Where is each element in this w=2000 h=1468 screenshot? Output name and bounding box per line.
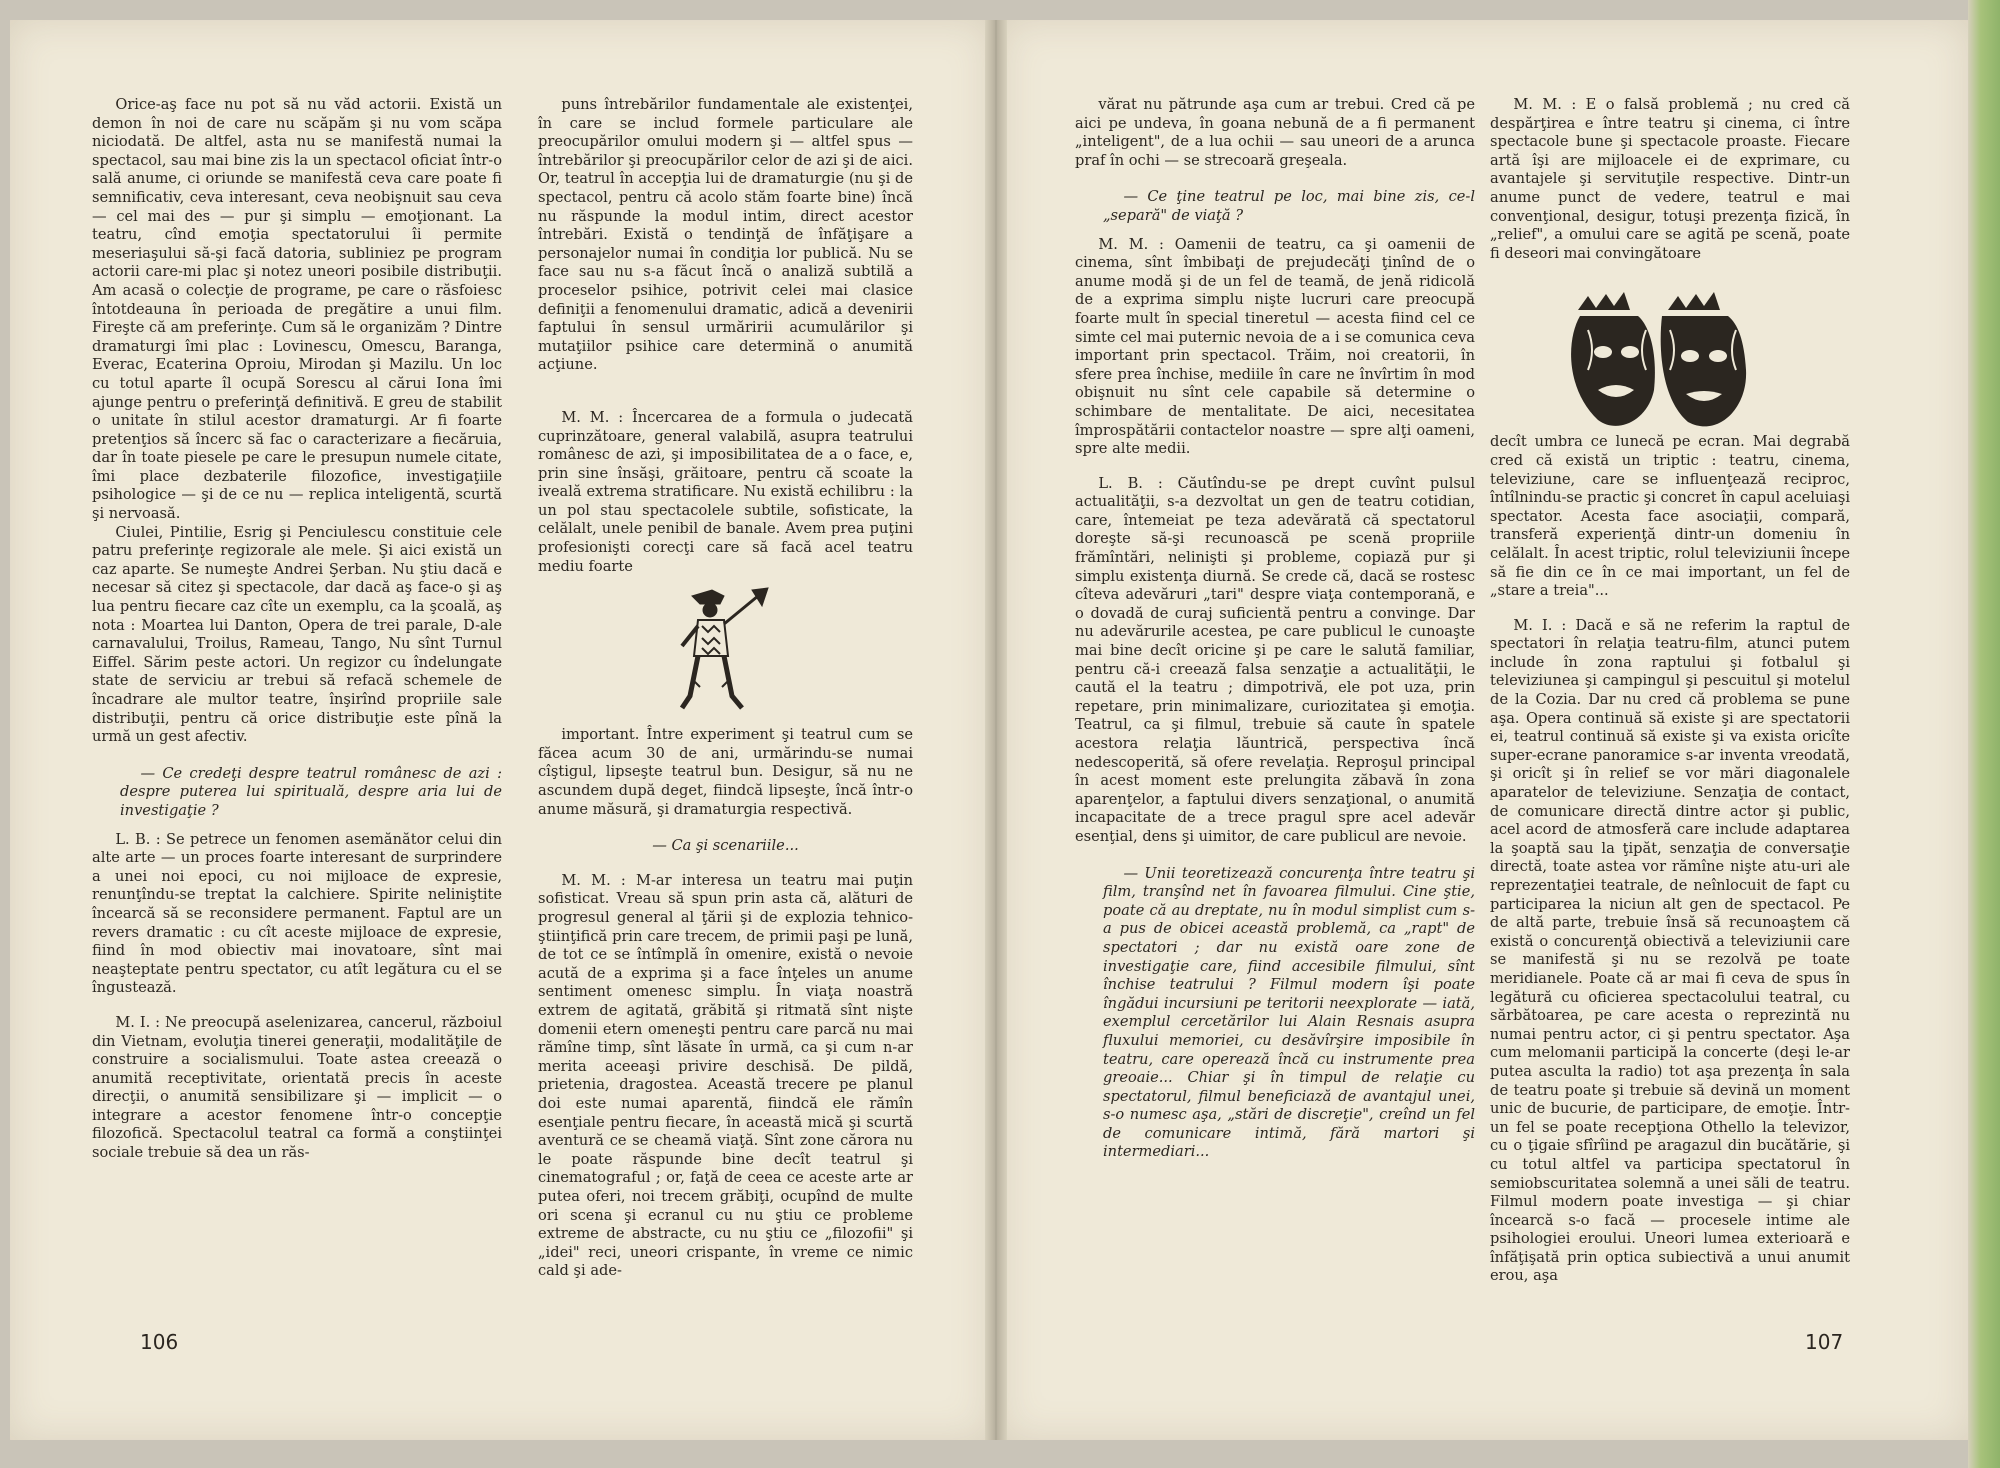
book-spine-edge xyxy=(1968,0,2000,1468)
interview-question: — Ce credeţi despre teatrul românesc de azi : despre puterea lui spirituală, despre aria lui de investigaţie ? xyxy=(120,764,502,819)
paragraph: M. M. : E o falsă problemă ; nu cred că despărţirea e între teatru şi cinema, ci între spectacole bune şi spectacole proaste. Fiecare artă îşi are mijloacele ei de exprimare, cu avantajele şi servituţile respective. Dintr-un anume punct de vedere, teatrul e mai convenţional, desigur, totuşi prezenţa fizică, în „relief", a omului care se agită pe scenă, poate fi deseori mai convingătoare xyxy=(1490,96,1850,262)
interview-question: — Unii teoretizează concurenţa între teatru şi film, tranşînd net în favoarea filmului. Cine ştie, poate că au dreptate, nu în modul simplist cum s-a pus de obicei această problemă, ca „rapt" de spectatori ; dar nu există oare zone de investigaţie care, fiind accesibile filmului, sînt închise teatrului ? Filmul modern îşi poate îngădui incursiuni pe teritorii neexplorate — iată, exemplul cercetărilor lui Alain Resnais asupra fluxului memoriei, cu desăvîrşire imposibile în teatru, care operează încă cu instrumente prea greoaie... Chiar şi în timpul de relaţie cu spectatorul, filmul beneficiază de avantajul unei, s-o numesc aşa, „stări de discreţie", creînd un fel de comunicare intimă, fără martori şi intermediari... xyxy=(1103,864,1475,1161)
paragraph: M. M. : M-ar interesa un teatru mai puţin sofisticat. Vreau să spun prin asta că, alături de progresul general al ţării şi de explozia tehnico-ştiinţifică prin care trecem, de primii paşi pe lună, de tot ce se întîmplă în omenire, există o nevoie acută de a exprima şi a face înţeles un anume sentiment omenesc simplu. În viaţa noastră extrem de agitată, grăbită şi ritmată sînt nişte domenii etern omeneşti pentru care parcă nu mai rămîne timp, sînt lăsate în urmă, ca şi cum n-ar merita aceeaşi privire deschisă. De pildă, prietenia, dragostea. Această trecere pe planul doi este numai aparentă, fiindcă ele rămîn esenţiale pentru fiecare, în această mică şi scurtă aventură ce se cheamă viaţă. Sînt zone cărora nu le poate răspunde bine decît teatrul şi cinematograful ; or, faţă de ceea ce aceste arte ar putea oferi, noi trecem grăbiţi, ocupînd de multe ori scena şi ecranul cu nu ştiu ce probleme extreme de abstracte, cu nu ştiu ce „filozofii" şi „idei" reci, uneori crispante, în vreme ce nimic cald şi ade- xyxy=(538,871,913,1280)
paragraph: important. Între experiment şi teatrul cum se făcea acum 30 de ani, urmărindu-se numai cîştigul, lipseşte teatrul bun. Desigur, să nu ne ascundem după deget, fiindcă lipseşte, încă într-o anume măsură, şi dramaturgia respectivă. xyxy=(538,726,913,818)
page-number-left: 106 xyxy=(140,1330,179,1354)
book-gutter xyxy=(985,20,1007,1440)
paragraph: M. M. : Oamenii de teatru, ca şi oamenii de cinema, sînt îmbibaţi de prejudecăţi ţinînd de o anume modă şi de un fel de teamă, de jenă ridicolă de a exprima simplu nişte lucruri care preocupă foarte mult în special tineretul — acesta fiind cel ce simte cel mai puternic nevoia de a i se comunica ceva important prin spectacol. Trăim, noi creatorii, în sfere prea închise, mediile în care ne învîrtim în mod obişnuit nu sînt cele capabile să determine o schimbare de mentalitate. De aici, necesitatea împrospătării contactelor noastre — spre alţi oameni, spre alte medii. xyxy=(1075,235,1475,458)
paragraph: L. B. : Se petrece un fenomen asemănător celui din alte arte — un proces foarte interesant de surprindere a unei noi epoci, cu noi mijloace de expresie, renunţîndu-se treptat la calchiere. Spirite neliniştite încearcă să se reconsidere permanent. Faptul are un revers dramatic : cu cît aceste mijloace de expresie, fiind în mod obiectiv mai inovatoare, sînt mai neaşteptate pentru spectator, cu atît legătura cu el se îngustează. xyxy=(92,830,502,997)
interview-question: — Ce ţine teatrul pe loc, mai bine zis, ce-l „separă" de viaţă ? xyxy=(1103,188,1475,224)
right-column-1 xyxy=(1075,96,1475,1172)
paragraph: decît umbra ce lunecă pe ecran. Mai degrabă cred că există un triptic : teatru, cinema, televiziune, care se influenţează reciproc, întîlnindu-se practic şi concret în capul aceluiaşi spectator. Acesta face asociaţii, compară, transferă experienţă dintr-un domeniu în celălalt. În acest triptic, rolul televiziunii începe să fie din ce în ce mai important, un fel de „stare a treia"... xyxy=(1490,433,1850,600)
paragraph: puns întrebărilor fundamentale ale existenţei, în care se includ formele particulare ale preocupărilor omului modern şi — altfel spus — întrebărilor şi preocupărilor celor de azi şi de aici. Or, teatrul în accepţia lui de dramaturgie (nu şi de spectacol, pentru că acolo stăm foarte bine) încă nu răspunde la modul intim, direct acestor întrebări. Există o tendinţă de înfăţişare a personajelor numai în condiţia lor publică. Nu se face sau nu s-a făcut încă o analiză subtilă a proceselor psihice, potrivit celei mai clasice definiţii a fenomenului dramatic, adică a devenirii faptului în sensul urmăririi acumulărilor şi mutaţiilor psihice care determină o anumită acţiune. xyxy=(538,96,913,374)
paragraph: M. I. : Dacă e să ne referim la raptul de spectatori în relaţia teatru-film, atunci putem include în zona raptului şi fotbalul şi televiziunea şi campingul şi pescuitul şi motelul de la Cozia. Dar nu cred că problema se pune aşa. Opera continuă să existe şi are spectatorii ei, teatrul continuă să existe şi va exista oricîte super-ecrane panoramice s-ar inventa vreodată, şi oricît şi în relief se vor mări diagonalele aparatelor de televiziune. Senzaţia de contact, de comunicare directă dintre actor şi public, acel acord de atmosferă care include adaptarea la şoaptă sau la ţipăt, senzaţia de conversaţie directă, toate astea vor rămîne nişte atu-uri ale reprezentaţiei teatrale, de neînlocuit de fapt cu participarea la niciun alt gen de spectacol. Pe de altă parte, trebuie însă să recunoaştem că există o concurenţă obiectivă a televiziunii care se manifestă şi nu se rezolvă pe toate meridianele. Poate că ar mai fi ceva de spus în legătură cu oficierea spectacolului teatral, cu sărbătoarea, pe care acesta o reprezintă nu numai pentru actor, ci şi pentru spectator. Aşa cum melomanii participă la concerte (deşi le-ar putea asculta la radio) tot aşa prezenţa în sala de teatru poate şi trebuie să devină un moment unic de bucurie, de participare, de emoţie. Într-un fel se poate recepţiona Othello la televizor, cu o ţigaie sfîrîind pe aragazul din bucătărie, şi cu totul altfel va participa spectatorul în semiobscuritatea solemnă a unei săli de teatru. Filmul modern poate investiga — şi chiar încearcă s-o facă — procesele intime ale psihologiei eroului. Uneori lumea exterioară e înfăţişată prin optica subiectivă a unui anumit erou, aşa xyxy=(1490,616,1850,1285)
paragraph: L. B. : Căutîndu-se pe drept cuvînt pulsul actualităţii, s-a dezvoltat un gen de teatru cotidian, care, întemeiat pe teza adevărată că spectatorul doreşte să-şi recunoască pe scenă propriile frămîntări, nelinişti şi probleme, copiază pur şi simplu existenţa diurnă. Se crede că, dacă se rostesc cîteva adevăruri „tari" despre viaţa contemporană, e o dovadă de curaj suficientă pentru a convinge. Dar nu adevărurile acestea, pe care publicul le cunoaşte mai bine decît oricine şi pe care le salută familiar, pentru că-i creează falsa senzaţie a actualităţii, le caută el la teatru ; dimpotrivă, ele pot uza, prin repetare, prin minimalizare, curiozitatea şi emoţia. Teatrul, ca şi filmul, trebuie să caute în spatele acestora relaţia lăuntrică, perspectiva încă nedescoperită, să ofere revelaţia. Reproşul principal în acest moment este prelungita zăbavă în zona aparenţelor, a faptului divers senzaţional, o anumită incapacitate de a trece pragul spre acel adevăr esenţial, dens şi uimitor, de care publicul are nevoie. xyxy=(1075,474,1475,845)
right-column-2 xyxy=(1490,96,1850,1286)
paragraph: M. I. : Ne preocupă aselenizarea, cancerul, războiul din Vietnam, evoluţia tinerei generaţii, modalităţile de construire a socialismului. Toate astea creează o anumită receptivitate, orientată precis în aceste direcţii, o anumită sensibilizare şi — implicit — o integrare a acestor fenomene într-o concepţie filozofică. Spectacolul teatral ca formă a conştiinţei sociale trebuie să dea un răs- xyxy=(92,1013,502,1162)
paragraph: vărat nu pătrunde aşa cum ar trebui. Cred că pe aici pe undeva, în goana nebună de a fi permanent „inteligent", de a lua ochii — sau uneori de a arunca praf în ochi — se strecoară greşeala. xyxy=(1075,96,1475,169)
page-number-right: 107 xyxy=(1805,1330,1844,1354)
paragraph: M. M. : Încercarea de a formula o judecată cuprinzătoare, general valabilă, asupra teatrului românesc de azi, şi imposibilitatea de a o face, e, prin sine însăşi, grăitoare, pentru că scoate la iveală extrema stratificare. Nu există echilibru : la un pol stau spectacolele subtile, sofisticate, la celălalt, unele penibil de banale. Avem prea puţini profesionişti corecţi care să facă acel teatru mediu foarte xyxy=(538,408,913,575)
harlequin-figure-icon xyxy=(672,586,782,716)
paragraph: Orice-aş face nu pot să nu văd actorii. Există un demon în noi de care nu scăpăm şi nu vom scăpa niciodată. De altfel, asta nu se manifestă numai la spectacol, sau mai bine zis la un spectacol oficiat într-o sală anume, ci oriunde se manifestă ceva care poate fi semnificativ, ceva interesant, ceva neobişnuit sau ceva — cel mai des — pur şi simplu — emoţionant. La teatru, cînd emoţia spectatorului îi permite meseriaşului să-şi facă datoria, subliniez pe program actorii care-mi plac şi notez uneori posibile distribuţii. Am acasă o colecţie de programe, pe care o răsfoiesc întotdeauna în perioada de pregătire a unui film. Fireşte că am preferinţe. Cum să le organizăm ? Dintre dramaturgi îmi plac : Lovinescu, Omescu, Baranga, Everac, Ecaterina Oproiu, Mirodan şi Mazilu. Un loc cu totul aparte îl ocupă Sorescu al cărui Iona îmi ajunge pentru o preferinţă definitivă. E greu de stabilit o unitate în stilul acestor dramaturgi. Ar fi foarte pretenţios să încerc să fac o caracterizare a fiecăruia, dar în toate piesele pe care le presupun numele citate, îmi place dezbaterile filozofice, investigaţiile psihologice — şi de ce nu — replica inteligentă, scurtă şi nervoasă. xyxy=(92,96,502,523)
interview-question: — Ca şi scenariile... xyxy=(652,837,799,855)
paragraph: Ciulei, Pintilie, Esrig şi Penciulescu constituie cele patru preferinţe regizorale ale mele. Şi aici există un caz aparte. Se numeşte Andrei Şerban. Nu ştiu dacă e necesar să citez şi spectacole, dar dacă aş face-o şi aş lua pentru fiecare caz cîte un exemplu, ca la şcoală, aş nota : Moartea lui Danton, Opera de trei parale, D-ale carnavalului, Troilus, Rameau, Tango, Nu sînt Turnul Eiffel. Sărim peste actori. Un regizor cu îndelungate state de serviciu ar trebui să refacă schemele de încadrare ale multor teatre, înşirînd propriile sale distribuţii, pentru că orice distribuţie este pînă la urmă un gest afectiv. xyxy=(92,523,502,746)
left-column-1 xyxy=(92,96,502,1163)
